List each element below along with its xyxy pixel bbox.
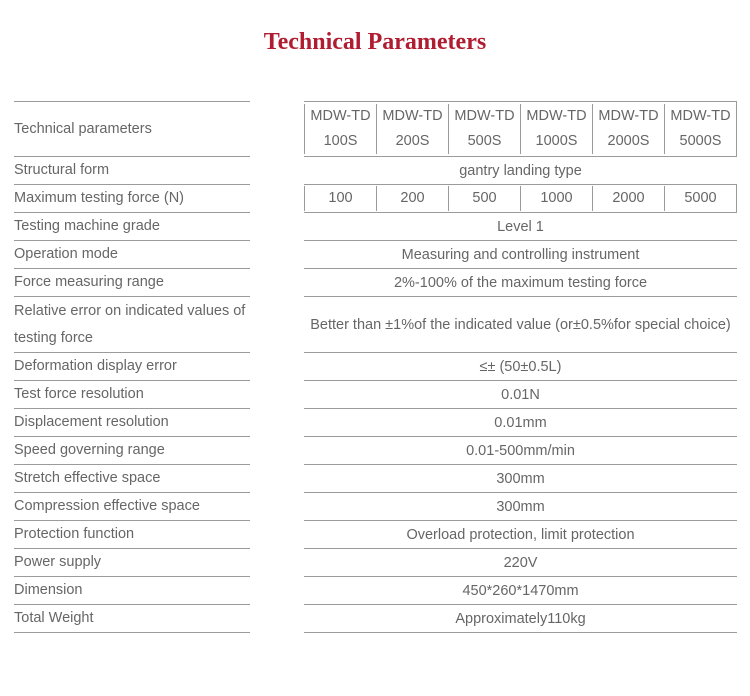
force-value-cells <box>304 185 737 213</box>
column-gap <box>250 381 304 409</box>
column-gap <box>250 185 304 213</box>
model-column-header <box>304 104 376 154</box>
row-value: Overload protection, limit protection <box>304 521 737 549</box>
force-value: 500 <box>448 186 520 211</box>
model-size: 200S <box>395 133 430 149</box>
row-value: 300mm <box>304 493 737 521</box>
force-value: 200 <box>376 186 448 211</box>
row-label: Deformation display error <box>14 353 250 381</box>
table-header-row <box>14 101 750 157</box>
row-label: Force measuring range <box>14 269 250 297</box>
column-gap <box>250 465 304 493</box>
row-value: gantry landing type <box>304 157 737 185</box>
row-value: Better than ±1%of the indicated value (or±0.5%for special choice) <box>304 297 737 353</box>
column-gap <box>250 101 304 157</box>
model-name: MDW-TD <box>382 108 443 124</box>
row-label: Compression effective space <box>14 493 250 521</box>
spec-table <box>0 101 750 633</box>
row-value: 0.01N <box>304 381 737 409</box>
model-column-header <box>592 104 664 154</box>
model-name: MDW-TD <box>454 108 515 124</box>
row-label: Dimension <box>14 577 250 605</box>
model-size: 100S <box>323 133 358 149</box>
row-value: Approximately110kg <box>304 605 737 633</box>
row-value: 450*260*1470mm <box>304 577 737 605</box>
column-gap <box>250 437 304 465</box>
model-name: MDW-TD <box>670 108 731 124</box>
force-value: 2000 <box>592 186 664 211</box>
table-row <box>14 409 750 437</box>
header-label: Technical parameters <box>14 101 250 157</box>
table-row <box>14 297 750 353</box>
model-column-header <box>376 104 448 154</box>
force-value: 5000 <box>664 186 736 211</box>
column-gap <box>250 269 304 297</box>
row-label: Testing machine grade <box>14 213 250 241</box>
model-size: 2000S <box>607 133 650 149</box>
row-value: 300mm <box>304 465 737 493</box>
row-label: Test force resolution <box>14 381 250 409</box>
row-value: 2%-100% of the maximum testing force <box>304 269 737 297</box>
model-column-header <box>520 104 592 154</box>
table-row <box>14 577 750 605</box>
column-gap <box>250 241 304 269</box>
row-value: ≤± (50±0.5L) <box>304 353 737 381</box>
model-name: MDW-TD <box>310 108 371 124</box>
table-row <box>14 465 750 493</box>
row-label: Displacement resolution <box>14 409 250 437</box>
table-row <box>14 269 750 297</box>
row-label: Structural form <box>14 157 250 185</box>
row-value: Level 1 <box>304 213 737 241</box>
model-name: MDW-TD <box>598 108 659 124</box>
row-value: 0.01mm <box>304 409 737 437</box>
row-label: Speed governing range <box>14 437 250 465</box>
model-size: 5000S <box>679 133 722 149</box>
table-row <box>14 493 750 521</box>
table-row <box>14 241 750 269</box>
table-row <box>14 185 750 213</box>
column-gap <box>250 213 304 241</box>
table-row <box>14 549 750 577</box>
model-column-header <box>664 104 736 154</box>
row-value: 220V <box>304 549 737 577</box>
column-gap <box>250 521 304 549</box>
model-column-header <box>448 104 520 154</box>
table-row <box>14 213 750 241</box>
table-row <box>14 381 750 409</box>
column-gap <box>250 577 304 605</box>
model-size: 1000S <box>535 133 578 149</box>
column-gap <box>250 353 304 381</box>
column-gap <box>250 409 304 437</box>
row-label: Protection function <box>14 521 250 549</box>
force-value: 100 <box>304 186 376 211</box>
row-label: Total Weight <box>14 605 250 633</box>
column-gap <box>250 549 304 577</box>
row-label: Maximum testing force (N) <box>14 185 250 213</box>
column-gap <box>250 605 304 633</box>
model-name: MDW-TD <box>526 108 587 124</box>
table-row <box>14 521 750 549</box>
column-gap <box>250 493 304 521</box>
row-label: Operation mode <box>14 241 250 269</box>
row-value: Measuring and controlling instrument <box>304 241 737 269</box>
column-gap <box>250 157 304 185</box>
table-row <box>14 157 750 185</box>
row-label: Relative error on indicated values of testing force <box>14 297 250 353</box>
row-value: 0.01-500mm/min <box>304 437 737 465</box>
force-value: 1000 <box>520 186 592 211</box>
table-row <box>14 437 750 465</box>
table-row <box>14 353 750 381</box>
model-size: 500S <box>467 133 502 149</box>
row-label: Power supply <box>14 549 250 577</box>
page-title: Technical Parameters <box>263 29 487 55</box>
table-row <box>14 605 750 633</box>
column-gap <box>250 297 304 353</box>
row-label: Stretch effective space <box>14 465 250 493</box>
model-header-cells <box>304 101 737 157</box>
